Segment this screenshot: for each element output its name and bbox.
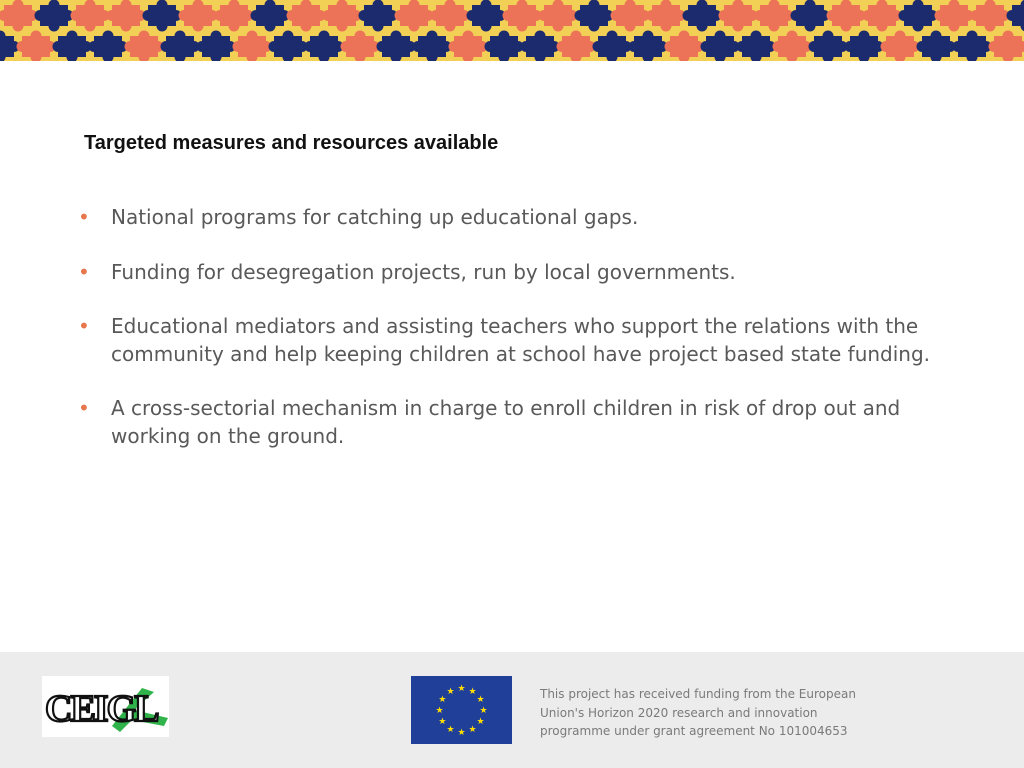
bullet-icon: •	[78, 205, 90, 229]
puzzle-piece	[935, 0, 974, 32]
puzzle-piece	[179, 0, 218, 32]
eu-star-icon: ★	[435, 706, 444, 716]
puzzle-piece	[971, 0, 1010, 32]
puzzle-piece	[1007, 0, 1024, 32]
puzzle-piece	[359, 0, 398, 32]
eu-star-icon: ★	[479, 706, 488, 716]
bullet-icon: •	[78, 259, 90, 284]
puzzle-piece	[485, 31, 524, 62]
puzzle-banner	[0, 0, 1024, 61]
bullet-item	[78, 395, 968, 450]
eu-star-icon: ★	[476, 717, 485, 727]
logo-text: CEIGL	[45, 688, 158, 730]
funding-line: programme under grant agreement No 101004653	[540, 724, 848, 738]
bullet-item	[78, 313, 968, 368]
puzzle-piece	[521, 31, 560, 62]
puzzle-piece	[143, 0, 182, 32]
puzzle-piece	[683, 0, 722, 32]
eu-star-icon: ★	[468, 686, 477, 697]
puzzle-piece	[809, 31, 848, 62]
eu-star-icon: ★	[438, 695, 447, 705]
puzzle-piece	[899, 0, 938, 32]
puzzle-piece	[107, 0, 146, 32]
eu-star-icon: ★	[446, 725, 455, 736]
puzzle-piece	[917, 31, 956, 62]
eu-star-icon: ★	[438, 717, 447, 727]
funding-line: Union's Horizon 2020 research and innovation	[540, 705, 818, 720]
puzzle-piece	[575, 0, 614, 32]
puzzle-piece	[53, 31, 92, 62]
puzzle-piece	[665, 31, 704, 62]
puzzle-piece	[791, 0, 830, 32]
puzzle-piece	[719, 0, 758, 32]
puzzle-piece	[773, 31, 812, 62]
puzzle-piece	[71, 0, 110, 32]
puzzle-piece	[449, 31, 488, 62]
puzzle-piece	[647, 0, 686, 32]
puzzle-piece	[503, 0, 542, 32]
ceigl-logo-graphic	[42, 676, 169, 737]
bullet-item	[78, 259, 968, 287]
eu-star-icon: ★	[476, 695, 485, 705]
puzzle-piece	[305, 31, 344, 62]
eu-star-icon: ★	[468, 725, 477, 736]
puzzle-piece	[701, 31, 740, 62]
puzzle-piece	[89, 31, 128, 62]
puzzle-piece	[593, 31, 632, 62]
puzzle-piece	[251, 0, 290, 32]
bullet-text: A cross-sectorial mechanism in charge to enroll children in risk of drop out and working on the ground.	[111, 396, 901, 448]
footer-bar	[0, 652, 1024, 768]
bullet-icon: •	[78, 396, 90, 420]
bullet-list	[78, 204, 968, 477]
bullet-item	[78, 204, 968, 232]
puzzle-piece	[0, 0, 38, 32]
puzzle-piece	[323, 0, 362, 32]
puzzle-piece	[17, 31, 56, 62]
ceigl-logo	[42, 676, 169, 737]
puzzle-piece	[431, 0, 470, 32]
puzzle-piece	[539, 0, 578, 32]
puzzle-piece	[269, 31, 308, 62]
puzzle-piece	[233, 31, 272, 62]
eu-stars-icon	[411, 676, 512, 744]
funding-line: This project has received funding from the European	[540, 687, 856, 701]
puzzle-piece	[737, 31, 776, 62]
puzzle-piece	[197, 31, 236, 62]
eu-star-icon: ★	[446, 686, 455, 697]
puzzle-piece	[341, 31, 380, 62]
puzzle-piece	[395, 0, 434, 32]
puzzle-piece	[35, 0, 74, 32]
bullet-text: National programs for catching up educational gaps.	[111, 205, 639, 229]
puzzle-piece	[755, 0, 794, 32]
puzzle-piece	[467, 0, 506, 32]
puzzle-piece	[287, 0, 326, 32]
puzzle-piece	[413, 31, 452, 62]
puzzle-piece	[827, 0, 866, 32]
puzzle-piece	[557, 31, 596, 62]
puzzle-piece	[377, 31, 416, 62]
puzzle-pattern	[0, 0, 1024, 61]
bullet-text: Educational mediators and assisting teachers who support the relations with the community and help keeping children at school have project based state funding.	[111, 314, 931, 366]
puzzle-piece	[845, 31, 884, 62]
bullet-icon: •	[78, 314, 90, 338]
slide-title: Targeted measures and resources available	[84, 132, 499, 154]
puzzle-piece	[629, 31, 668, 62]
eu-flag	[411, 676, 512, 744]
eu-star-icon: ★	[457, 728, 466, 738]
puzzle-piece	[125, 31, 164, 62]
eu-star-icon: ★	[457, 684, 466, 694]
puzzle-piece	[989, 31, 1024, 62]
puzzle-piece	[953, 31, 992, 62]
puzzle-piece	[215, 0, 254, 32]
puzzle-piece	[863, 0, 902, 32]
puzzle-piece	[881, 31, 920, 62]
puzzle-piece	[611, 0, 650, 32]
puzzle-piece	[161, 31, 200, 62]
funding-statement	[540, 685, 900, 741]
bullet-text: Funding for desegregation projects, run by local governments.	[111, 259, 736, 284]
